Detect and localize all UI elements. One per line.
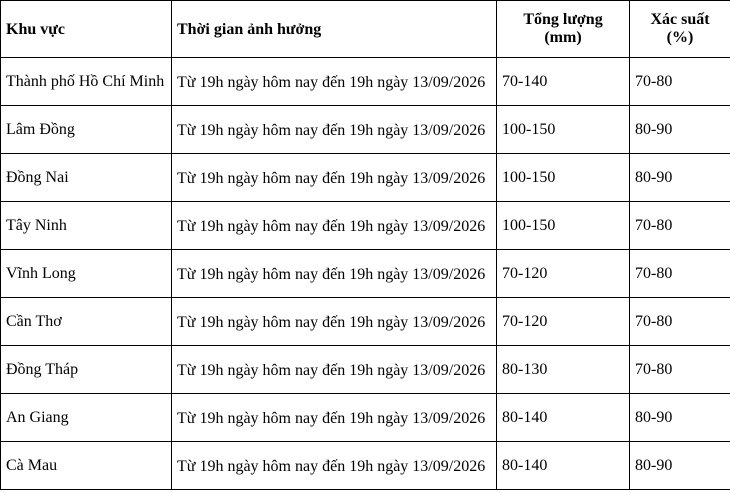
table-row <box>1 298 730 346</box>
cell-region: Lâm Đồng <box>1 106 172 154</box>
cell-region: Đồng Tháp <box>1 346 172 394</box>
cell-probability: 70-80 <box>630 58 730 106</box>
cell-total: 70-120 <box>497 250 630 298</box>
cell-probability: 70-80 <box>630 250 730 298</box>
cell-total: 70-140 <box>497 58 630 106</box>
cell-time: Từ 19h ngày hôm nay đến 19h ngày 13/09/2026 <box>172 106 497 154</box>
header-region: Khu vực <box>1 1 172 58</box>
cell-time: Từ 19h ngày hôm nay đến 19h ngày 13/09/2026 <box>172 346 497 394</box>
table-row <box>1 346 730 394</box>
cell-time: Từ 19h ngày hôm nay đến 19h ngày 13/09/2026 <box>172 442 497 490</box>
table-row <box>1 394 730 442</box>
cell-total: 80-140 <box>497 394 630 442</box>
cell-total: 100-150 <box>497 106 630 154</box>
cell-region: Cà Mau <box>1 442 172 490</box>
cell-probability: 70-80 <box>630 346 730 394</box>
cell-probability: 80-90 <box>630 106 730 154</box>
header-total-line1: Tổng lượng <box>523 11 603 28</box>
cell-probability: 80-90 <box>630 154 730 202</box>
cell-probability: 70-80 <box>630 298 730 346</box>
header-probability <box>630 1 730 58</box>
cell-probability: 80-90 <box>630 442 730 490</box>
cell-region: Thành phố Hồ Chí Minh <box>1 58 172 106</box>
cell-time: Từ 19h ngày hôm nay đến 19h ngày 13/09/2026 <box>172 298 497 346</box>
cell-region: Vĩnh Long <box>1 250 172 298</box>
cell-probability: 80-90 <box>630 394 730 442</box>
cell-region: Tây Ninh <box>1 202 172 250</box>
cell-time: Từ 19h ngày hôm nay đến 19h ngày 13/09/2026 <box>172 250 497 298</box>
cell-region: Đồng Nai <box>1 154 172 202</box>
cell-time: Từ 19h ngày hôm nay đến 19h ngày 13/09/2026 <box>172 394 497 442</box>
header-prob-line1: Xác suất <box>650 11 710 28</box>
header-row <box>1 1 730 58</box>
cell-total: 80-130 <box>497 346 630 394</box>
header-prob-line2: (%) <box>666 29 694 46</box>
table-row <box>1 154 730 202</box>
cell-total: 100-150 <box>497 154 630 202</box>
cell-region: Cần Thơ <box>1 298 172 346</box>
cell-total: 70-120 <box>497 298 630 346</box>
cell-region: An Giang <box>1 394 172 442</box>
table-row <box>1 442 730 490</box>
cell-time: Từ 19h ngày hôm nay đến 19h ngày 13/09/2026 <box>172 154 497 202</box>
table-row <box>1 58 730 106</box>
header-total-line2: (mm) <box>544 29 582 46</box>
cell-total: 100-150 <box>497 202 630 250</box>
cell-time: Từ 19h ngày hôm nay đến 19h ngày 13/09/2026 <box>172 58 497 106</box>
header-total-rainfall <box>497 1 630 58</box>
cell-probability: 70-80 <box>630 202 730 250</box>
header-time: Thời gian ảnh hưởng <box>172 1 497 58</box>
cell-total: 80-140 <box>497 442 630 490</box>
table-row <box>1 106 730 154</box>
table-row <box>1 202 730 250</box>
cell-time: Từ 19h ngày hôm nay đến 19h ngày 13/09/2026 <box>172 202 497 250</box>
table-row <box>1 250 730 298</box>
